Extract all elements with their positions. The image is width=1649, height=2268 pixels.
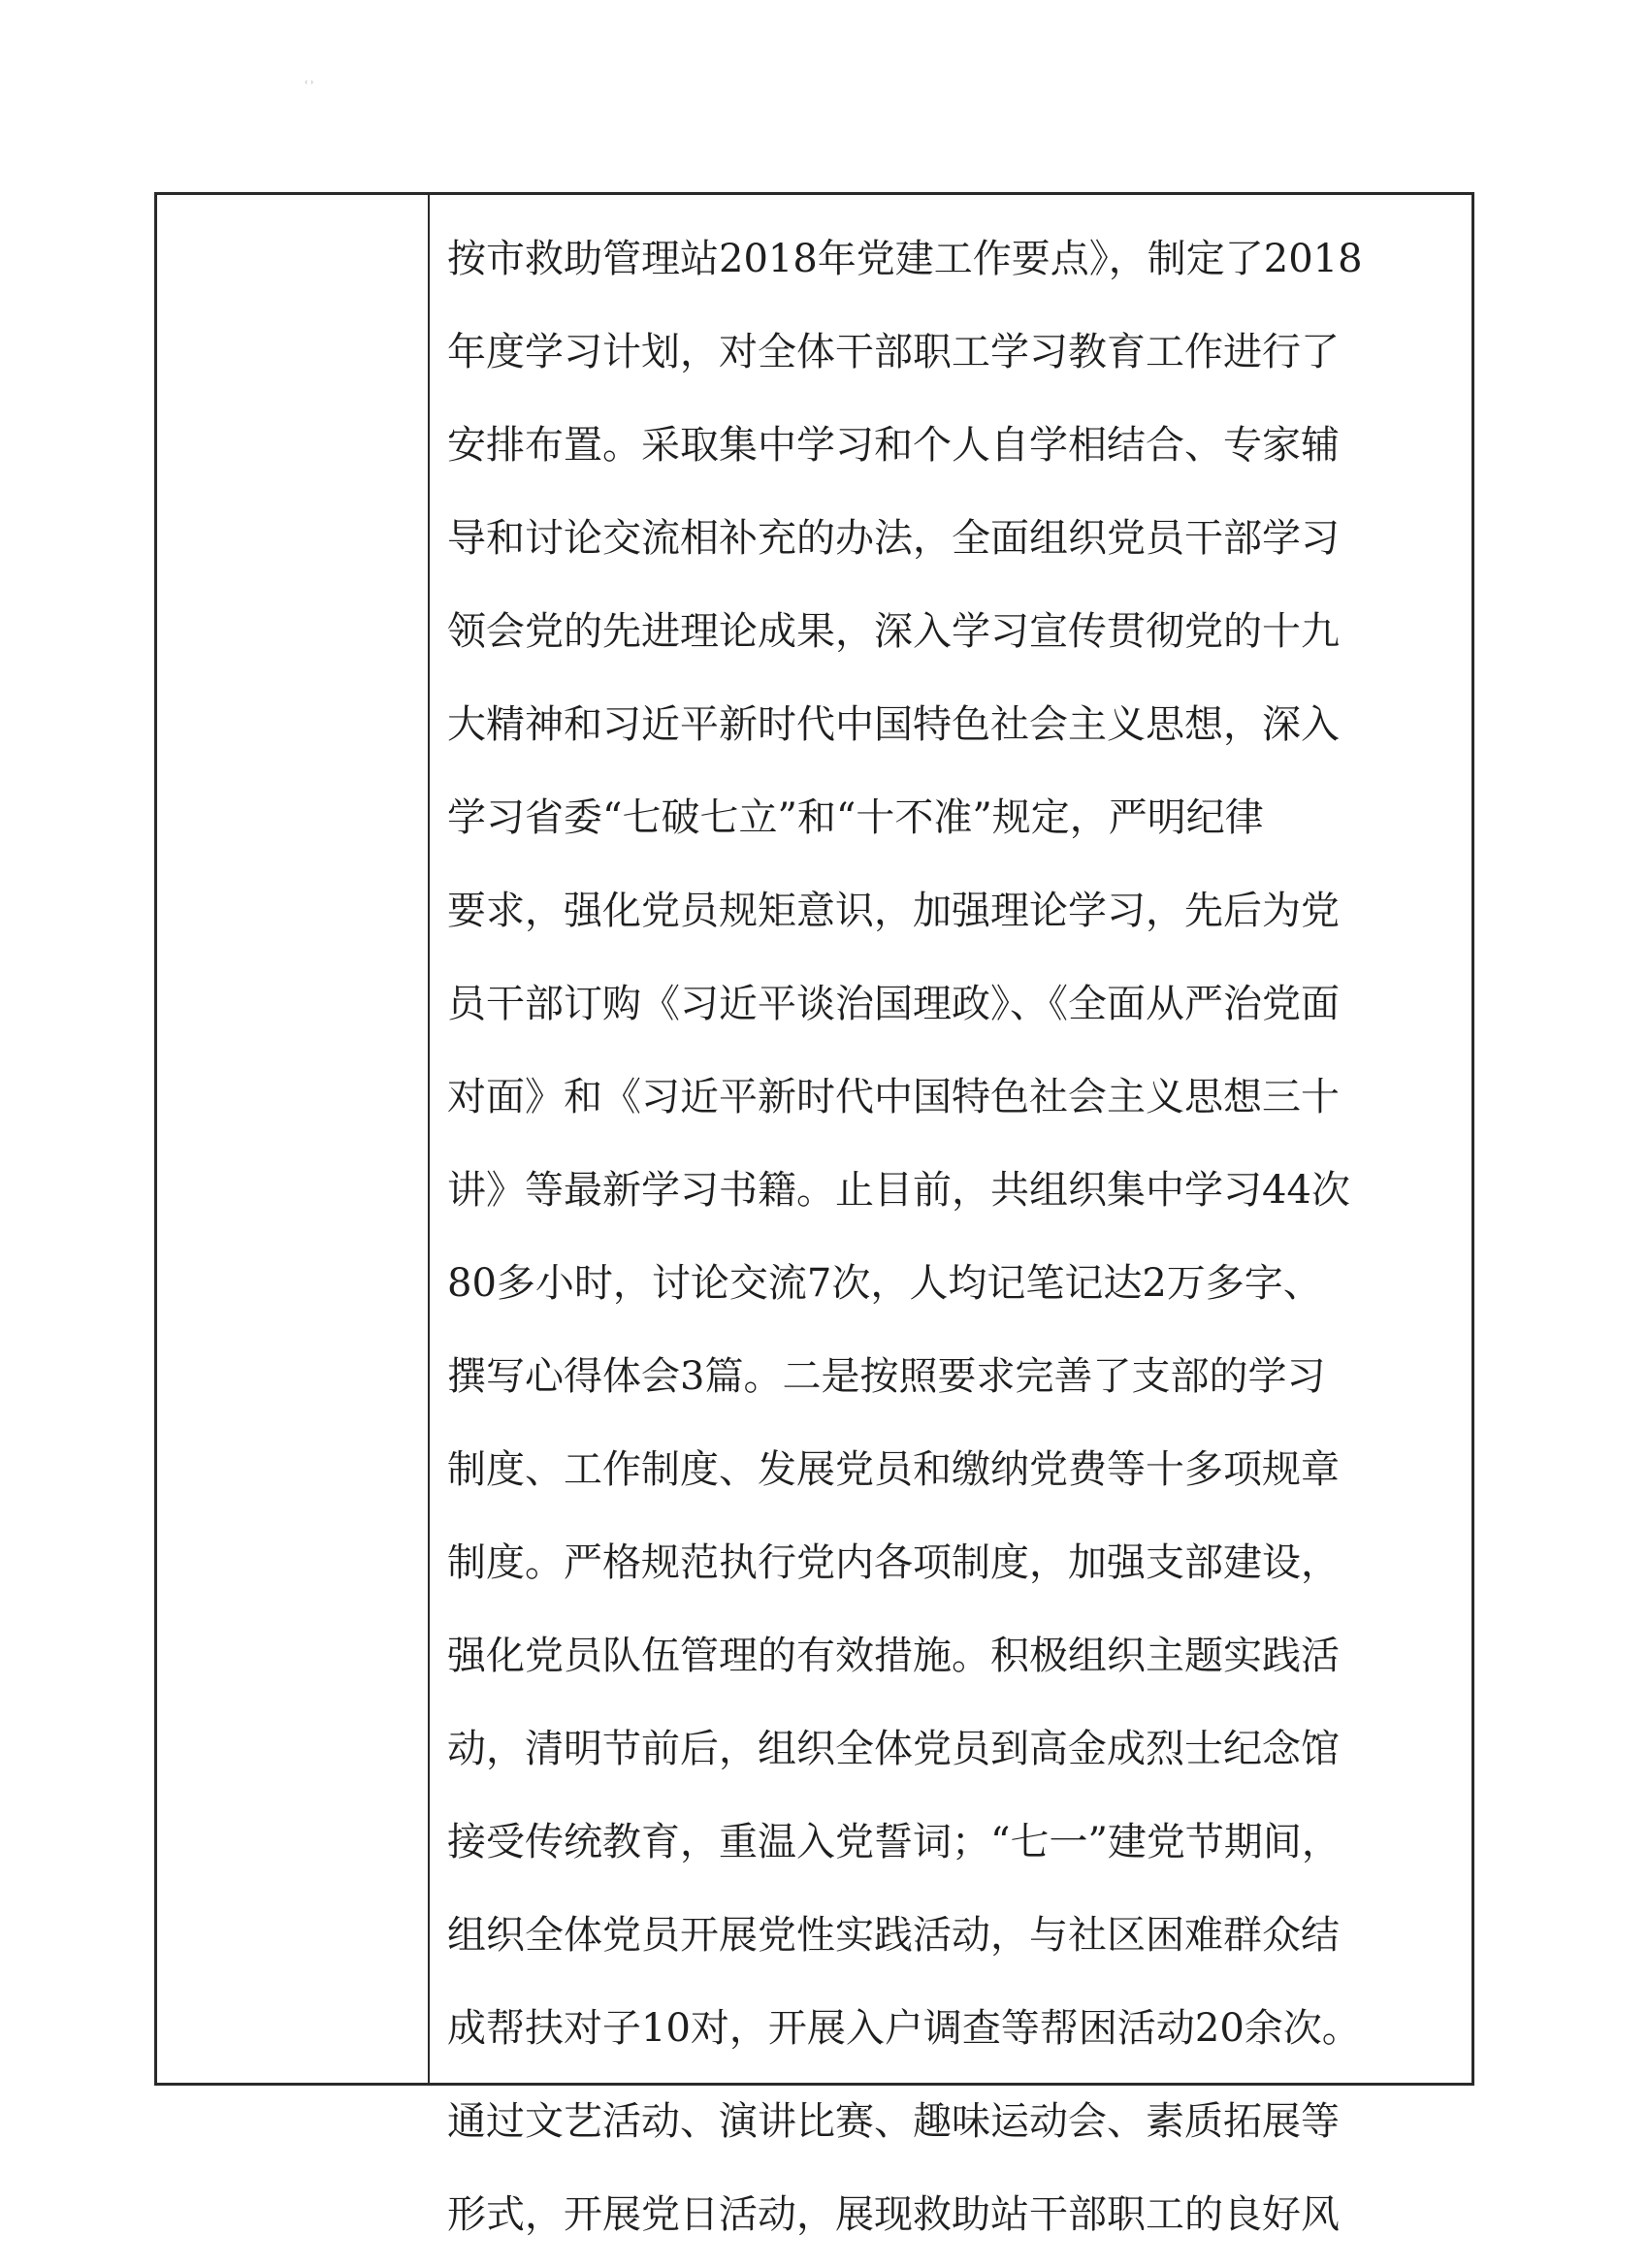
text-line: 动，清明节前后，组织全体党员到高金成烈士纪念馆 [447, 1727, 1340, 1771]
body-paragraph [447, 212, 1475, 2261]
text-line: 撰写心得体会3篇。二是按照要求完善了支部的学习 [447, 1354, 1326, 1399]
table-left-cell [157, 195, 430, 2083]
text-line: 学习省委“七破七立”和“十不准”规定，严明纪律 [447, 795, 1264, 840]
text-line: 强化党员队伍管理的有效措施。积极组织主题实践活 [447, 1634, 1340, 1678]
text-line: 按市救助管理站2018年党建工作要点》，制定了2018 [447, 237, 1363, 281]
text-line: 制度。严格规范执行党内各项制度，加强支部建设， [447, 1540, 1340, 1585]
table-right-cell [430, 195, 1471, 2237]
text-line: 对面》和《习近平新时代中国特色社会主义思想三十 [447, 1075, 1340, 1119]
text-line: 大精神和习近平新时代中国特色社会主义思想，深入 [447, 702, 1340, 747]
text-line: 成帮扶对子10对，开展入户调查等帮困活动20余次。 [447, 2006, 1361, 2051]
text-line: 通过文艺活动、演讲比赛、趣味运动会、素质拓展等 [447, 2099, 1340, 2144]
text-line: 领会党的先进理论成果，深入学习宣传贯彻党的十九 [447, 609, 1340, 654]
text-line: 导和讨论交流相补充的办法，全面组织党员干部学习 [447, 516, 1340, 561]
text-line: 年度学习计划，对全体干部职工学习教育工作进行了 [447, 330, 1340, 374]
text-line: 讲》等最新学习书籍。止目前，共组织集中学习44次 [447, 1168, 1350, 1213]
text-line: 员干部订购《习近平谈治国理政》、《全面从严治党面 [447, 982, 1340, 1026]
text-line: 安排布置。采取集中学习和个人自学相结合、专家辅 [447, 423, 1340, 468]
text-line: 要求，强化党员规矩意识，加强理论学习，先后为党 [447, 889, 1340, 933]
text-line: 形式，开展党日活动，展现救助站干部职工的良好风 [447, 2192, 1340, 2237]
document-table [154, 192, 1474, 2237]
text-line: 制度、工作制度、发展党员和缴纳党费等十多项规章 [447, 1447, 1340, 1492]
text-line: 组织全体党员开展党性实践活动，与社区困难群众结 [447, 1913, 1340, 1958]
scan-artifact-mark: ʿʾ [305, 80, 316, 94]
text-line: 80多小时，讨论交流7次，人均记笔记达2万多字、 [447, 1261, 1322, 1306]
text-line: 接受传统教育，重温入党誓词；“七一”建党节期间， [447, 1820, 1341, 1864]
